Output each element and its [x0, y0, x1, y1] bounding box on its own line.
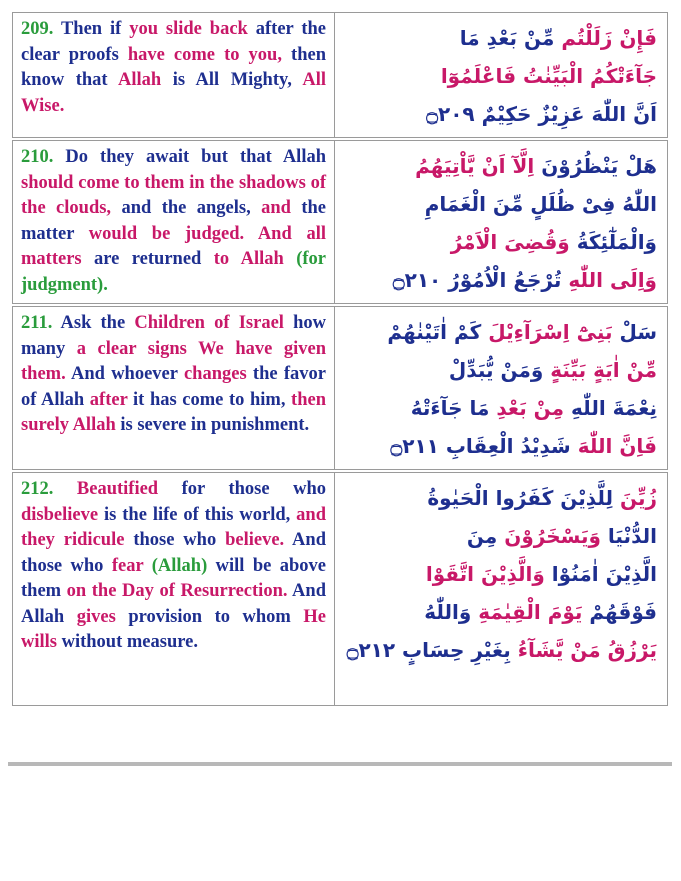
arabic-segment: وَالْمَلٰٓئِكَةُ: [569, 230, 657, 254]
english-translation: [13, 13, 335, 137]
arabic-segment: مَا جَآءَتْهُ: [410, 396, 490, 420]
translation-segment: is the life of this world,: [104, 504, 297, 525]
translation-segment: have come to you,: [127, 44, 292, 65]
arabic-segment: ۝٢١٢: [346, 638, 396, 662]
translation-segment: And those who: [21, 530, 326, 576]
arabic-segment: الدُّنْيَا: [600, 524, 657, 548]
translation-segment: We have given them.: [21, 338, 326, 384]
translation-segment: gives: [76, 606, 129, 627]
translation-segment: to Allah: [213, 249, 297, 269]
verse-number: 211.: [21, 313, 53, 333]
arabic-segment: جَآءَتْكُمُ الْبَيِّنٰتُ فَاعْلَمُوٓا: [440, 64, 657, 88]
translation-segment: you slide back: [129, 19, 256, 39]
verse-row-210: [12, 140, 668, 304]
arabic-segment: ۝٢١١: [390, 434, 439, 458]
translation-segment: without measure.: [61, 632, 198, 652]
translation-segment: those who: [133, 530, 226, 550]
arabic-segment: وَاِلَى اللّٰهِ: [561, 268, 657, 292]
arabic-segment: وَاللّٰهُ: [424, 600, 472, 624]
translation-segment: the matter: [21, 198, 327, 244]
translation-segment: Ask the: [52, 313, 135, 333]
translation-segment: for those who: [181, 479, 326, 499]
arabic-segment: مِنْ بَعْدِ: [489, 396, 565, 420]
translation-segment: then know that: [21, 44, 326, 90]
translation-segment: (for judgment).: [21, 249, 326, 295]
arabic-segment: بَنِىْٓ اِسْرَآءِيْلَ: [481, 320, 613, 344]
arabic-line: [345, 57, 657, 95]
arabic-segment: يَرْزُقُ مَنْ يَّشَآءُ: [510, 638, 657, 662]
translation-segment: is All Mighty,: [172, 70, 303, 90]
translation-segment: is severe in punishment.: [120, 415, 310, 435]
arabic-line: [345, 313, 657, 351]
arabic-segment: فَإِنْ زَلَلْتُم: [554, 26, 657, 50]
translation-segment: (Allah): [151, 555, 216, 576]
translation-segment: and the angels,: [121, 198, 262, 218]
arabic-segment: وَمَنْ يُّبَدِّلْ: [448, 358, 544, 382]
arabic-segment: يَوْمَ الْقِيٰمَةِ: [471, 600, 583, 624]
verse-number: 212.: [21, 479, 54, 499]
translation-segment: should come: [21, 172, 125, 193]
translation-segment: are returned: [94, 249, 214, 269]
arabic-segment: شَدِيْدُ الْعِقَابِ: [438, 434, 571, 458]
arabic-text: [335, 473, 667, 705]
translation-segment: fear: [111, 555, 152, 576]
arabic-segment: اِلَّآ اَنْ يَّاْتِيَهُمُ: [415, 154, 535, 178]
translation-segment: it has come to him,: [133, 389, 292, 410]
arabic-segment: فَوْقَهُمْ: [582, 600, 657, 624]
translation-segment: Allah: [282, 147, 326, 167]
translation-segment: disbelieve: [21, 504, 104, 525]
translation-segment: to them in: [124, 172, 210, 193]
translation-segment: a clear signs: [76, 338, 199, 359]
english-translation: [13, 307, 335, 469]
arabic-segment: مِّنْ اٰيَةٍ بَيِّنَةٍ: [543, 358, 657, 382]
translation-segment: Do they await but that: [53, 147, 283, 167]
arabic-segment: تُرْجَعُ الْاُمُوْرُ: [441, 268, 562, 292]
arabic-line: [345, 95, 657, 133]
translation-segment: And: [257, 223, 307, 244]
arabic-text: [335, 307, 667, 469]
verse-number: 210.: [21, 147, 54, 167]
arabic-line: [345, 261, 657, 299]
arabic-line: [345, 479, 657, 517]
translation-segment: how many: [21, 313, 326, 359]
arabic-line: [345, 593, 657, 631]
arabic-segment: سَلْ: [612, 320, 657, 344]
translation-segment: Allah: [118, 70, 173, 90]
translation-segment: and they ridicule: [21, 504, 326, 550]
arabic-line: [345, 427, 657, 465]
verse-table: [12, 12, 668, 708]
translation-segment: Children of Israel: [134, 313, 294, 333]
arabic-segment: اَنَّ اللّٰهَ عَزِيْزٌ حَكِيْمٌ: [474, 102, 657, 126]
arabic-line: [345, 555, 657, 593]
verse-row-212: [12, 472, 668, 706]
translation-segment: on the Day of Resurrection.: [66, 581, 293, 601]
arabic-segment: هَلْ يَنْظُرُوْنَ: [534, 154, 657, 178]
translation-segment: All Wise.: [21, 70, 326, 116]
translation-segment: would be judged.: [88, 223, 258, 244]
arabic-segment: كَمْ اٰتَيْنٰهُمْ: [387, 320, 482, 344]
translation-segment: after: [89, 389, 134, 410]
arabic-segment: ۝٢١٠: [392, 268, 442, 292]
verse-row-209: [12, 12, 668, 138]
arabic-segment: وَيَسْخَرُوْنَ: [497, 524, 601, 548]
arabic-segment: لِلَّذِيْنَ كَفَرُوا الْحَيٰوةُ: [427, 486, 614, 510]
arabic-segment: ۝٢٠٩: [426, 102, 475, 126]
english-translation: [13, 141, 335, 303]
translation-segment: the favor of Allah: [21, 364, 326, 410]
translation-segment: then surely Allah: [21, 389, 326, 435]
arabic-line: [345, 147, 657, 185]
translation-segment: and: [261, 198, 302, 218]
translation-segment: Beautified: [53, 479, 182, 499]
table-shadow: [8, 762, 672, 766]
arabic-text: [335, 141, 667, 303]
arabic-text: [335, 13, 667, 137]
translation-segment: provision to whom: [128, 606, 304, 627]
translation-segment: changes: [183, 364, 253, 384]
arabic-line: [345, 389, 657, 427]
translation-segment: if: [110, 19, 130, 39]
translation-segment: the shadows of the clouds,: [21, 172, 326, 218]
translation-segment: all matters: [21, 223, 326, 269]
arabic-segment: وَقُضِىَ الْاَمْرُ: [450, 230, 570, 254]
arabic-segment: وَالَّذِيْنَ اتَّقَوْا: [425, 562, 545, 586]
arabic-segment: مِنَ: [466, 524, 498, 548]
arabic-segment: اللّٰهُ فِىْ ظُلَلٍ مِّنَ الْغَمَامِ: [424, 192, 657, 216]
translation-segment: believe.: [225, 530, 293, 550]
arabic-segment: زُيِّنَ: [613, 486, 657, 510]
arabic-segment: بِغَيْرِ حِسَابٍ: [395, 638, 511, 662]
arabic-segment: الَّذِيْنَ اٰمَنُوْا: [544, 562, 657, 586]
translation-segment: And Allah: [21, 581, 326, 627]
translation-segment: And whoever: [70, 364, 184, 384]
arabic-segment: فَاِنَّ اللّٰهَ: [570, 434, 657, 458]
english-translation: [13, 473, 335, 705]
arabic-line: [345, 631, 657, 669]
arabic-line: [345, 351, 657, 389]
translation-segment: will be above them: [21, 555, 327, 601]
arabic-segment: نِعْمَةَ اللّٰهِ: [564, 396, 657, 420]
arabic-segment: مِّنْ بَعْدِ مَا: [459, 26, 555, 50]
arabic-line: [345, 19, 657, 57]
arabic-line: [345, 223, 657, 261]
arabic-line: [345, 517, 657, 555]
translation-segment: Then: [53, 19, 110, 39]
verse-row-211: [12, 306, 668, 470]
verse-number: 209.: [21, 19, 54, 39]
translation-segment: He wills: [21, 606, 326, 652]
translation-segment: after the clear proofs: [21, 19, 326, 65]
arabic-line: [345, 185, 657, 223]
